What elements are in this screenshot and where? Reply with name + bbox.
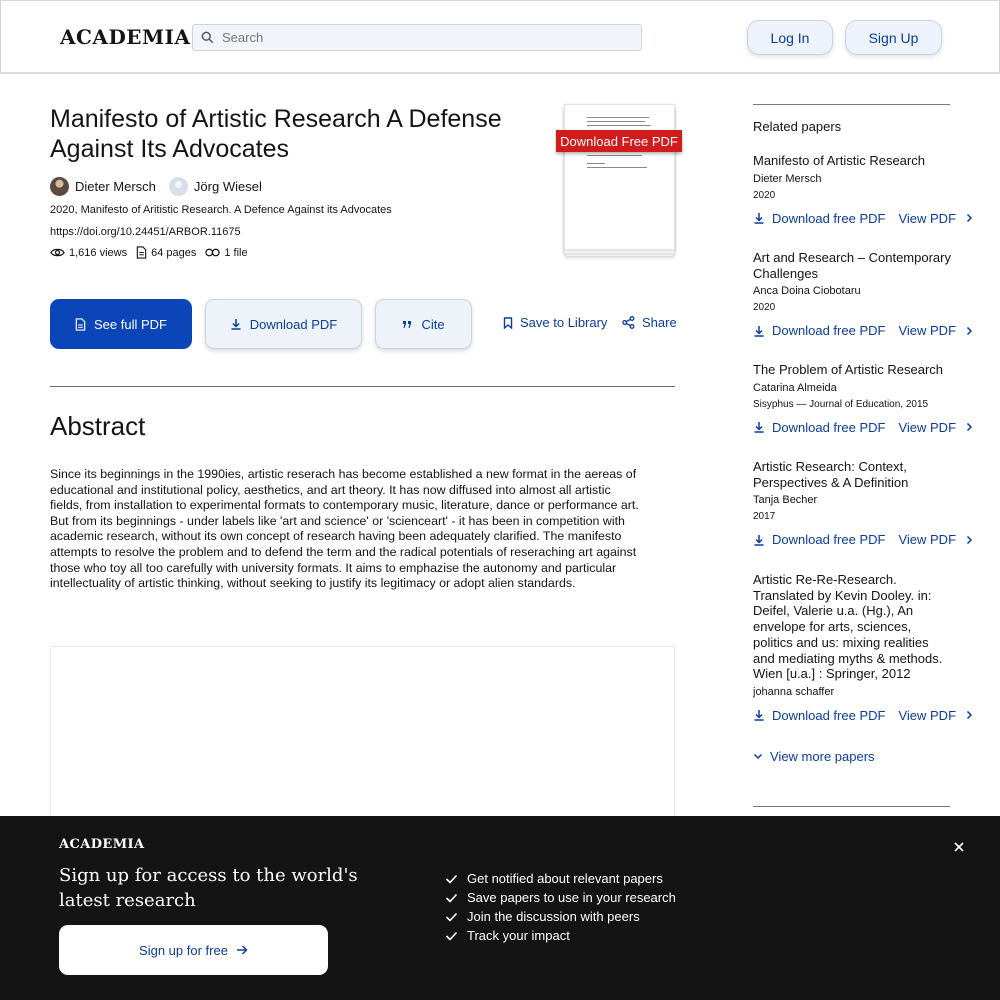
related-paper-year: Sisyphus — Journal of Education, 2015	[753, 398, 929, 410]
related-paper-title[interactable]: Art and Research – Contemporary Challenges	[753, 250, 951, 281]
file-icon	[75, 318, 86, 331]
view-pdf-link[interactable]: View PDF	[898, 419, 957, 435]
section-divider	[50, 386, 675, 387]
search-icon	[201, 31, 214, 44]
chevron-right-icon[interactable]	[966, 213, 973, 223]
views-count: 1,616 views	[69, 246, 128, 259]
benefit-item	[445, 888, 676, 907]
check-icon	[445, 893, 458, 903]
abstract-text: Since its beginnings in the 1990ies, artistic reserach has become established a new format in the aereas of educational and institutional policy, aesthetics, and art theory. It has now diffused into almost all artistic fields, from installation to experimental formats to contemporary music, literature, dance or performance art. But from its beginnings - under labels like 'art and science' or 'scienceart' - it has been in competition with academic research, without its own concept of research having been adequately clarified. The manifesto attempts to resolve the problem and to defend the term and the radical potentials of reseraching art against those who toy all too carefully with university formats. It aims to emphazise the autonomy and particular intellectuality of artistic thinking, without seeking to justify its legitimacy or adopt alien standards.	[50, 467, 639, 591]
save-to-library-label: Save to Library	[520, 315, 608, 330]
thumbnail-text-line	[587, 155, 642, 156]
pages-count: 64 pages	[151, 246, 197, 259]
benefit-item	[445, 907, 676, 926]
bookmark-icon	[503, 317, 513, 329]
search-box[interactable]	[192, 24, 642, 51]
share-icon	[622, 316, 635, 329]
related-paper-author[interactable]: Anca Doina Ciobotaru	[753, 285, 861, 298]
download-icon	[753, 212, 765, 224]
abstract-heading: Abstract	[50, 411, 146, 441]
sign-up-for-free-button[interactable]	[59, 925, 328, 975]
thumbnail-text-line	[587, 125, 651, 126]
pages-stat	[136, 246, 196, 259]
pdf-thumbnail[interactable]	[564, 104, 675, 257]
chevron-right-icon[interactable]	[966, 710, 973, 720]
share-label: Share	[642, 315, 677, 330]
view-pdf-link[interactable]: View PDF	[898, 210, 957, 226]
related-paper-title[interactable]: The Problem of Artistic Research	[753, 362, 944, 377]
view-pdf-link[interactable]: View PDF	[898, 323, 957, 339]
download-free-pdf-link[interactable]	[753, 532, 885, 547]
thumbnail-text-line	[587, 163, 605, 164]
check-icon	[445, 874, 458, 884]
quote-icon	[402, 320, 413, 329]
download-free-pdf-label: Download free PDF	[772, 532, 886, 548]
author-list	[50, 177, 275, 196]
check-icon	[445, 931, 458, 941]
benefit-item	[445, 869, 676, 888]
thumbnail-text-line	[587, 117, 649, 118]
author-avatar-placeholder[interactable]	[169, 177, 188, 196]
related-paper-title[interactable]: Manifesto of Artistic Research	[753, 153, 925, 168]
download-icon	[753, 325, 765, 337]
view-more-papers-label: View more papers	[770, 749, 875, 764]
check-icon	[445, 912, 458, 922]
banner-title: Sign up for access to the world's latest research	[59, 865, 358, 911]
download-free-pdf-label: Download free PDF	[772, 323, 886, 339]
download-free-pdf-link[interactable]	[753, 211, 885, 226]
see-full-pdf-button[interactable]	[50, 299, 192, 349]
download-free-pdf-label: Download free PDF	[772, 419, 886, 435]
banner-academia-logo: ACADEMIA	[59, 837, 145, 852]
related-paper-author[interactable]: Tanja Becher	[753, 494, 818, 507]
download-icon	[753, 709, 765, 721]
view-pdf-link[interactable]: View PDF	[898, 707, 957, 723]
files-count: 1 file	[224, 246, 248, 259]
benefit-item	[445, 926, 676, 945]
signup-button[interactable]: Sign Up	[845, 20, 942, 55]
chevron-right-icon[interactable]	[966, 422, 973, 432]
download-icon	[230, 318, 242, 330]
related-paper-title[interactable]: Artistic Re-Re-Research. Translated by Kevin Dooley. in: Deifel, Valerie u.a. (Hg.), An envelope for arts, sciences, politics and us: mixing realities and mediating myths & methods. Wien [u.a.] : Springer, 2012	[753, 572, 943, 682]
views-stat	[50, 247, 127, 259]
cite-button[interactable]	[375, 299, 472, 349]
benefit-text: Join the discussion with peers	[467, 909, 640, 924]
signup-banner	[0, 816, 1000, 1000]
download-icon	[753, 421, 765, 433]
download-free-pdf-label: Download free PDF	[772, 707, 886, 723]
view-pdf-link[interactable]: View PDF	[898, 532, 957, 548]
download-pdf-button[interactable]	[205, 299, 362, 349]
thumbnail-text-line	[587, 121, 645, 122]
author-avatar[interactable]	[50, 177, 69, 196]
share-button[interactable]	[622, 315, 677, 330]
document-icon	[136, 246, 147, 259]
chevron-down-icon	[753, 753, 763, 760]
files-stat	[205, 247, 247, 259]
link-icon	[205, 248, 220, 257]
related-paper	[753, 362, 978, 435]
related-paper-links	[753, 323, 978, 338]
related-paper-links	[753, 708, 978, 723]
benefit-text: Track your impact	[467, 928, 570, 943]
download-free-pdf-link[interactable]	[753, 323, 885, 338]
paper-stats	[50, 246, 257, 259]
benefit-text: Save papers to use in your research	[467, 890, 676, 905]
save-to-library-button[interactable]	[503, 315, 607, 330]
login-button[interactable]: Log In	[747, 20, 833, 55]
related-paper	[753, 250, 978, 338]
paper-title: Manifesto of Artistic Research A Defense Against Its Advocates	[50, 105, 502, 163]
paper-doi[interactable]: https://doi.org/10.24451/ARBOR.11675	[50, 226, 241, 238]
related-paper-year: 2020	[753, 302, 776, 314]
cite-label: Cite	[421, 316, 445, 332]
site-header	[0, 0, 1000, 74]
download-free-pdf-badge[interactable]: Download Free PDF	[556, 130, 682, 152]
close-icon[interactable]	[951, 839, 967, 855]
download-free-pdf-link[interactable]	[753, 420, 885, 435]
academia-logo[interactable]: ACADEMIA	[60, 25, 191, 49]
related-paper	[753, 572, 978, 723]
related-paper-year: 2017	[753, 511, 776, 523]
sign-up-for-free-label: Sign up for free	[139, 942, 228, 958]
author-link[interactable]: Jörg Wiesel	[193, 179, 262, 194]
thumbnail-page-front	[564, 104, 675, 250]
related-paper-year: 2020	[753, 189, 776, 201]
benefit-text: Get notified about relevant papers	[467, 871, 663, 886]
related-paper-author[interactable]: Dieter Mersch	[753, 172, 822, 185]
thumbnail-text-line	[587, 167, 647, 168]
sidebar-divider-top	[753, 104, 950, 105]
download-pdf-label: Download PDF	[249, 316, 338, 332]
related-paper	[753, 153, 978, 226]
document-viewer[interactable]	[50, 646, 675, 826]
related-paper-links	[753, 420, 978, 435]
sidebar-divider-bottom	[753, 806, 950, 807]
download-free-pdf-link[interactable]	[753, 708, 885, 723]
related-paper-links	[753, 211, 978, 226]
view-more-papers-button[interactable]	[753, 749, 875, 764]
paper-citation: 2020, Manifesto of Aritistic Research. A Defence Against its Advocates	[50, 204, 392, 216]
related-paper-title[interactable]: Artistic Research: Context, Perspectives & A Definition	[753, 459, 909, 490]
benefit-list	[445, 869, 676, 945]
arrow-right-icon	[236, 945, 248, 955]
related-paper-author[interactable]: johanna schaffer	[753, 685, 835, 698]
see-full-pdf-label: See full PDF	[94, 316, 167, 332]
download-icon	[753, 534, 765, 546]
author-link[interactable]: Dieter Mersch	[75, 179, 156, 194]
chevron-right-icon[interactable]	[966, 326, 973, 336]
related-paper	[753, 459, 978, 547]
chevron-right-icon[interactable]	[966, 535, 973, 545]
related-papers-heading: Related papers	[753, 119, 842, 134]
related-paper-author[interactable]: Catarina Almeida	[753, 381, 837, 394]
related-paper-links	[753, 532, 978, 547]
search-input[interactable]	[222, 30, 622, 45]
download-free-pdf-label: Download free PDF	[772, 210, 886, 226]
eye-icon	[50, 247, 65, 258]
